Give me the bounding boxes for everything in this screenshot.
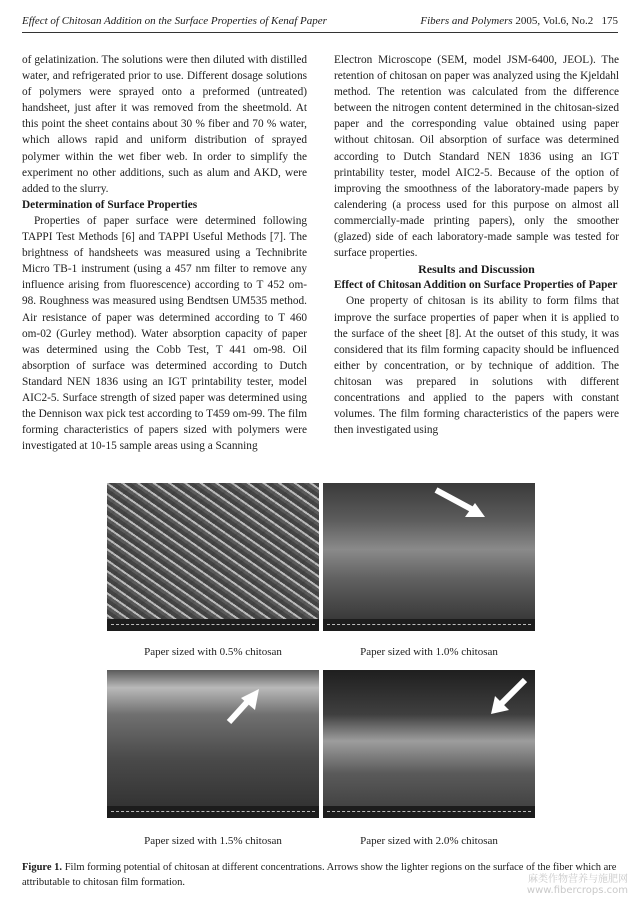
journal-info xyxy=(420,15,618,27)
figure-label: Figure 1. xyxy=(22,862,63,873)
sem-scale-bar xyxy=(323,619,535,631)
right-paragraph-1: Electron Microscope (SEM, model JSM-6400, JEOL). The retention of chitosan on paper was analyzed using the Kjeldahl method. The retention was calculated from the difference between the nitrogen content determined in the chitosan-sized paper and the corresponding value obtained using paper without chitosan. Oil absorption of surface was determined according to Dutch Standard NEN 1836 using an IGT printability tester, model AIC2-5. Because of the option of improving the smoothness of the laboratory-made papers by calendering (a process used for this purpose on almost all commercially-made printing papers), only the smoother (glazed) side of each laboratory-made sample was tested for surface properties. xyxy=(334,54,619,260)
figure-caption-text: Film forming potential of chitosan at different concentrations. Arrows show the lighter regions on the surface of the fiber which are attributable to chitosan film formation. xyxy=(22,862,617,888)
figure-caption-1-5: Paper sized with 1.5% chitosan xyxy=(144,835,282,847)
arrow-icon xyxy=(431,485,491,525)
sem-image-2-0-percent xyxy=(323,670,535,818)
watermark-line-2: www.fibercrops.com xyxy=(526,885,628,896)
sem-image-1-0-percent xyxy=(323,483,535,631)
page-number: 175 xyxy=(601,15,618,27)
sem-scale-bar xyxy=(323,806,535,818)
running-header xyxy=(22,14,618,33)
right-column xyxy=(334,52,619,438)
left-paragraph-2: Properties of paper surface were determined following TAPPI Test Methods [6] and TAPPI Useful Methods [7]. The brightness of handsheets was measured using a Technibrite Micro TB-1 instrument (using a 457 nm filter to remove any influence arising from fluorescence) according to T 452 om-98. Roughness was measured using Bendtsen UM535 method. Air resistance of paper was determined according to T 460 om-02 (Gurley method). Water absorption capacity of paper was determined using the Cobb Test, T 441 om-98. Oil absorption of surface was determined according to Dutch Standard NEN 1836 using an IGT printability tester, model AIC2-5. Surface strength of sized paper was determined using the Dennison wax pick test according to T459 om-99. The film forming characteristics of papers sized with polymers were investigated at 10-15 sample areas using a Scanning xyxy=(22,214,307,453)
figure-caption-1-0: Paper sized with 1.0% chitosan xyxy=(360,646,498,658)
right-paragraph-2: One property of chitosan is its ability to form films that improve the surface properties of paper when it is applied to the surface of the sheet [8]. At the outset of this study, it was considered that its film forming capacity should be influenced either by concentration, or by technique of addition. The chitosan was prepared in solutions with different concentrations and applied to the papers with constant volumes. The film forming characteristics of the papers were then investigated using xyxy=(334,295,619,437)
watermark-line-1: 麻类作物营养与施肥网 xyxy=(528,874,628,885)
figure-caption-0-5: Paper sized with 0.5% chitosan xyxy=(144,646,282,658)
subsection-heading: Effect of Chitosan Addition on Surface Properties of Paper xyxy=(334,279,618,292)
running-title: Effect of Chitosan Addition on the Surface Properties of Kenaf Paper xyxy=(22,15,327,27)
sem-scale-bar xyxy=(107,619,319,631)
section-heading-surface-properties: Determination of Surface Properties xyxy=(22,198,198,211)
figure-caption-2-0: Paper sized with 2.0% chitosan xyxy=(360,835,498,847)
arrow-icon xyxy=(219,684,269,729)
left-column xyxy=(22,52,307,454)
journal-name: Fibers and Polymers xyxy=(420,15,513,27)
sem-image-0-5-percent xyxy=(107,483,319,631)
arrow-icon xyxy=(483,674,533,719)
sem-scale-bar xyxy=(107,806,319,818)
section-heading-results: Results and Discussion xyxy=(418,262,535,277)
journal-issue: 2005, Vol.6, No.2 xyxy=(515,15,594,27)
sem-image-1-5-percent xyxy=(107,670,319,818)
watermark xyxy=(527,874,628,896)
left-paragraph-1: of gelatinization. The solutions were then diluted with distilled water, and refrigerated prior to use. Different dosage solutions of polymers were sprayed onto a preformed (untreated) handsheet, just after it was removed from the sheetmold. At this point the sheet contains about 30 % fiber and 70 % water, which allows rapid and uniform distribution of sprayed polymer within the wet fiber web. In order to simplify the experiment no other additions, such as alum and AKD, were added to the slurry. xyxy=(22,54,307,195)
